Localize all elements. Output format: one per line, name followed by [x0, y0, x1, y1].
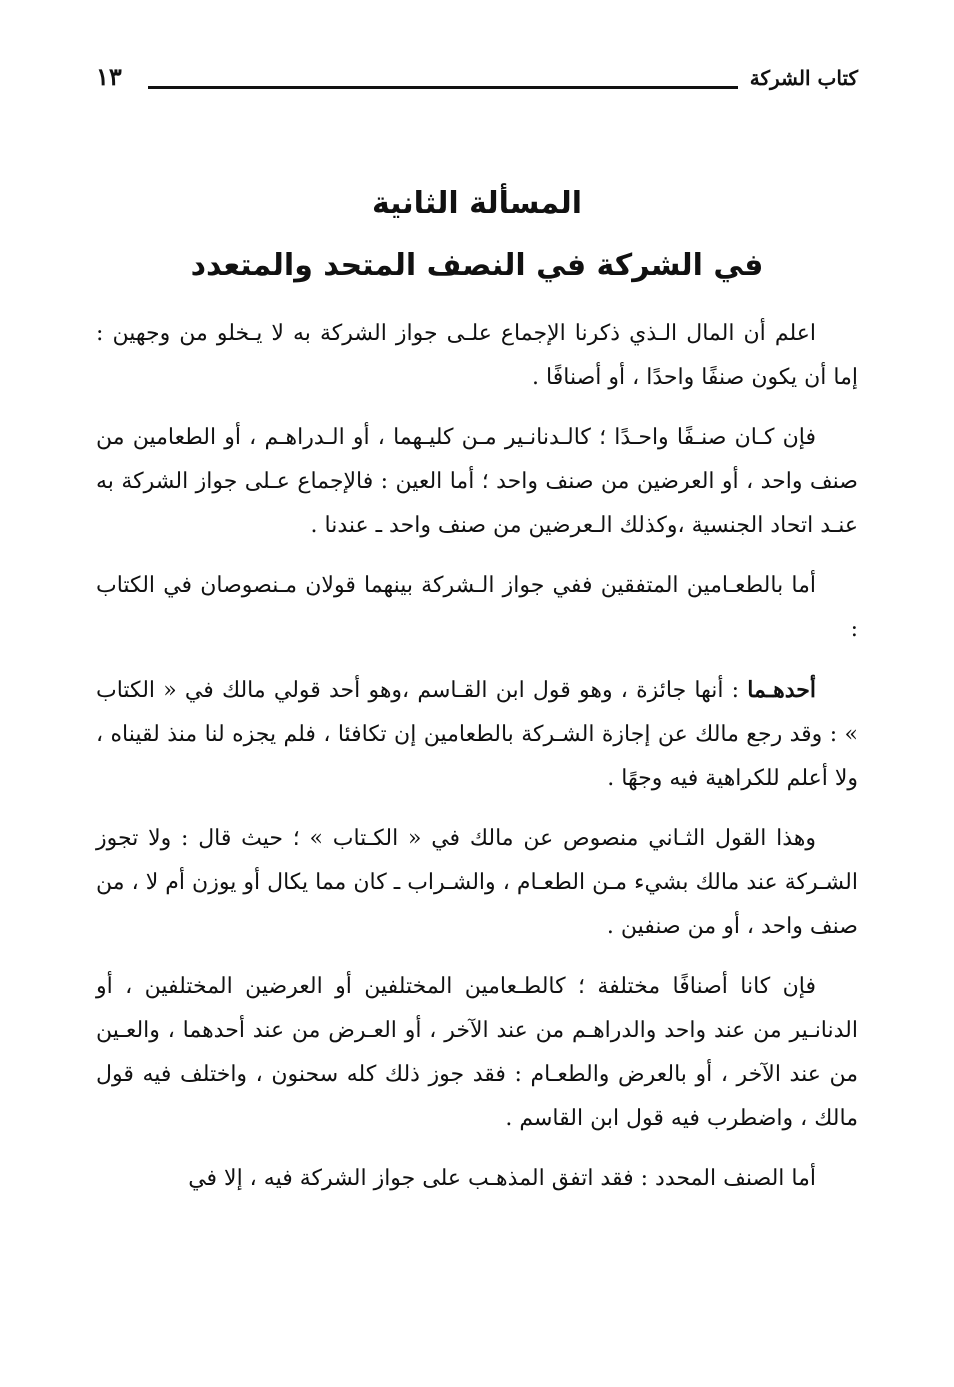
paragraph-text: أما الصنف المحدد : فقد اتفق المذهـب على جواز الشركة فيه ، إلا في — [188, 1166, 816, 1191]
paragraph-lead: أحدهـما — [747, 677, 816, 703]
paragraph — [96, 416, 858, 548]
section-title: المسألة الثانية — [371, 186, 583, 221]
paragraph — [96, 965, 858, 1141]
paragraph — [96, 564, 858, 652]
header-rule — [148, 86, 738, 89]
page-number: ١٣ — [96, 62, 122, 91]
section-subtitle: في الشركة في النصف المتحد والمتعدد — [190, 248, 764, 283]
paragraph-text: اعلم أن المال الـذي ذكرنا الإجماع علـى جواز الشركة به لا يـخلو من وجهين : إما أن يكون صنفًا واحدًا ، أو أصنافًا . — [96, 321, 858, 390]
paragraph — [96, 817, 858, 949]
paragraph-text: وهذا القول الثـاني منصوص عن مالك في « الكـتاب » ؛ حيث قال : ولا تجوز الشـركة عند مالك بشيء مـن الطعـام ، والشـراب ـ كان مما يكال أو يوزن أم لا ، من صنف واحد ، أو من صنفين . — [96, 826, 858, 939]
paragraph-text: فإن كـان صنـفًا واحـدًا ؛ كالـدنانـير مـن كليـهما ، أو الـدراهـم ، أو الطعامين من صنف واحد ، أو العرضين من صنف واحد ؛ أما العين : فالإجماع عـلى جواز الشركة به عنـد اتحاد الجنسية ،وكذلك الـعرضين من صنف واحد ـ عندنا . — [96, 425, 858, 538]
body-text — [96, 312, 858, 1217]
running-header — [96, 62, 858, 102]
paragraph-text: فإن كانا أصنافًا مختلفة ؛ كالطـعامين المختلفين أو العرضين المختلفين ، أو الدنانـير من عند واحد والدراهـم من عند الآخر ، أو العـرض من عند أحدهما ، والعـين من عند الآخر ، أو بالعرض والطعـام : فقد جوز ذلك كله سحنون ، واختلف فيه قول مالك ، واضطرب فيه قول ابن القاسم . — [96, 974, 859, 1131]
paragraph-text: : أنها جائزة ، وهو قول ابن القـاسم ،وهو أحد قولي مالك في « الكتاب » : وقد رجع مالك عن إجازة الشـركة بالطعامين إن تكافئا ، فلم يجزه لنا منذ لقيناه ، ولا أعلم للكراهية فيه وجهًا . — [96, 678, 858, 791]
paragraph — [96, 668, 858, 801]
paragraph — [96, 1157, 858, 1201]
book-title: كتاب الشركة — [749, 66, 858, 90]
paragraph — [96, 312, 858, 400]
paragraph-text: أما بالطعـامين المتفقين ففي جواز الـشركة بينهما قولان مـنصوصان في الكتاب : — [96, 573, 858, 642]
